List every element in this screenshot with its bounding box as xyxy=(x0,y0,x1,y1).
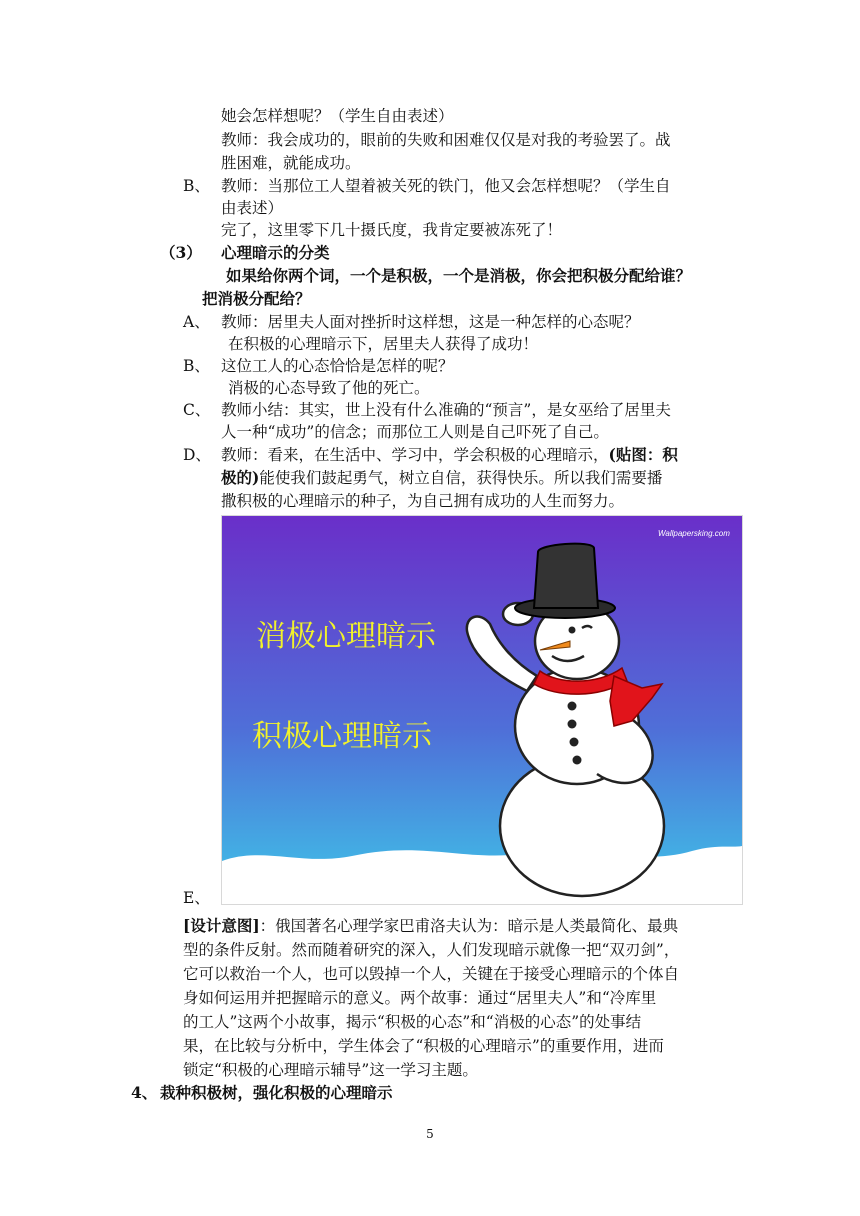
text-line: 由表述） xyxy=(221,199,284,217)
text-line xyxy=(221,468,662,488)
text-span-bold: (贴图：积 xyxy=(608,445,678,464)
design-line: 果，在比较与分析中，学生体会了“积极的心理暗示”的重要作用，进而 xyxy=(183,1037,664,1055)
text-line: 她会怎样想呢？（学生自由表述） xyxy=(221,107,454,125)
list-marker-c: C、 xyxy=(183,401,211,419)
text-line: 教师小结：其实，世上没有什么准确的“预言”，是女巫给了居里夫 xyxy=(221,401,671,419)
text-line: 在积极的心理暗示下，居里夫人获得了成功！ xyxy=(228,335,539,353)
section-number: （3） xyxy=(160,243,202,262)
design-intent-paragraph xyxy=(183,914,743,1082)
positive-suggestion-label: 积极心理暗示 xyxy=(252,719,432,754)
text-line: 胜困难，就能成功。 xyxy=(221,154,361,172)
list-marker-b: B、 xyxy=(183,177,210,195)
text-line: 人一种“成功”的信念；而那位工人则是自己吓死了自己。 xyxy=(221,423,609,441)
text-line: 消极的心态导致了他的死亡。 xyxy=(228,379,430,397)
section-title: 栽种积极树，强化积极的心理暗示 xyxy=(160,1083,393,1102)
section-title: 心理暗示的分类 xyxy=(221,243,330,262)
text-span: 教师：看来，在生活中、学习中，学会积极的心理暗示， xyxy=(221,446,609,464)
text-line: 这位工人的心态恰恰是怎样的呢？ xyxy=(221,357,454,375)
slide-background xyxy=(222,516,742,904)
design-line: 的工人”这两个小故事，揭示“积极的心态”和“消极的心态”的处事结 xyxy=(183,1013,642,1031)
list-marker-b: B、 xyxy=(183,357,210,375)
design-line: 型的条件反射。然而随着研究的深入，人们发现暗示就像一把“双刃剑”， xyxy=(183,941,680,959)
design-line: 锁定“积极的心理暗示辅导”这一学习主题。 xyxy=(183,1061,478,1079)
page-number: 5 xyxy=(426,1127,434,1141)
question-line: 如果给你两个词，一个是积极，一个是消极，你会把积极分配给谁？ xyxy=(226,266,692,285)
design-line: 身如何运用并把握暗示的意义。两个故事：通过“居里夫人”和“冷库里 xyxy=(183,989,657,1007)
text-span-bold: 极的) xyxy=(221,468,260,487)
text-line xyxy=(221,445,678,465)
question-line: 把消极分配给？ xyxy=(202,289,311,308)
design-intent-label: [设计意图] xyxy=(183,916,260,935)
text-line: 撒积极的心理暗示的种子，为自己拥有成功的人生而努力。 xyxy=(221,492,625,510)
text-line: 教师：当那位工人望着被关死的铁门，他又会怎样想呢？（学生自 xyxy=(221,177,671,195)
list-marker-a: A、 xyxy=(183,313,210,331)
list-marker-e: E、 xyxy=(183,889,210,907)
section-number: 4、 xyxy=(131,1083,158,1102)
watermark-text: Wallpapersking.com xyxy=(658,529,730,538)
text-span: 能使我们鼓起勇气，树立自信，获得快乐。所以我们需要播 xyxy=(259,469,663,487)
text-line: 教师：我会成功的，眼前的失败和困难仅仅是对我的考验罢了。战 xyxy=(221,131,671,149)
negative-suggestion-label: 消极心理暗示 xyxy=(256,619,436,654)
design-line: 它可以救治一个人，也可以毁掉一个人，关键在于接受心理暗示的个体自 xyxy=(183,965,680,983)
text-line: 教师：居里夫人面对挫折时这样想，这是一种怎样的心态呢？ xyxy=(221,313,640,331)
design-line: ：俄国著名心理学家巴甫洛夫认为：暗示是人类最简化、最典 xyxy=(259,917,679,935)
text-line: 完了，这里零下几十摄氏度，我肯定要被冻死了！ xyxy=(221,221,563,239)
list-marker-d: D、 xyxy=(183,446,211,464)
snowman-slide-image xyxy=(221,515,743,905)
